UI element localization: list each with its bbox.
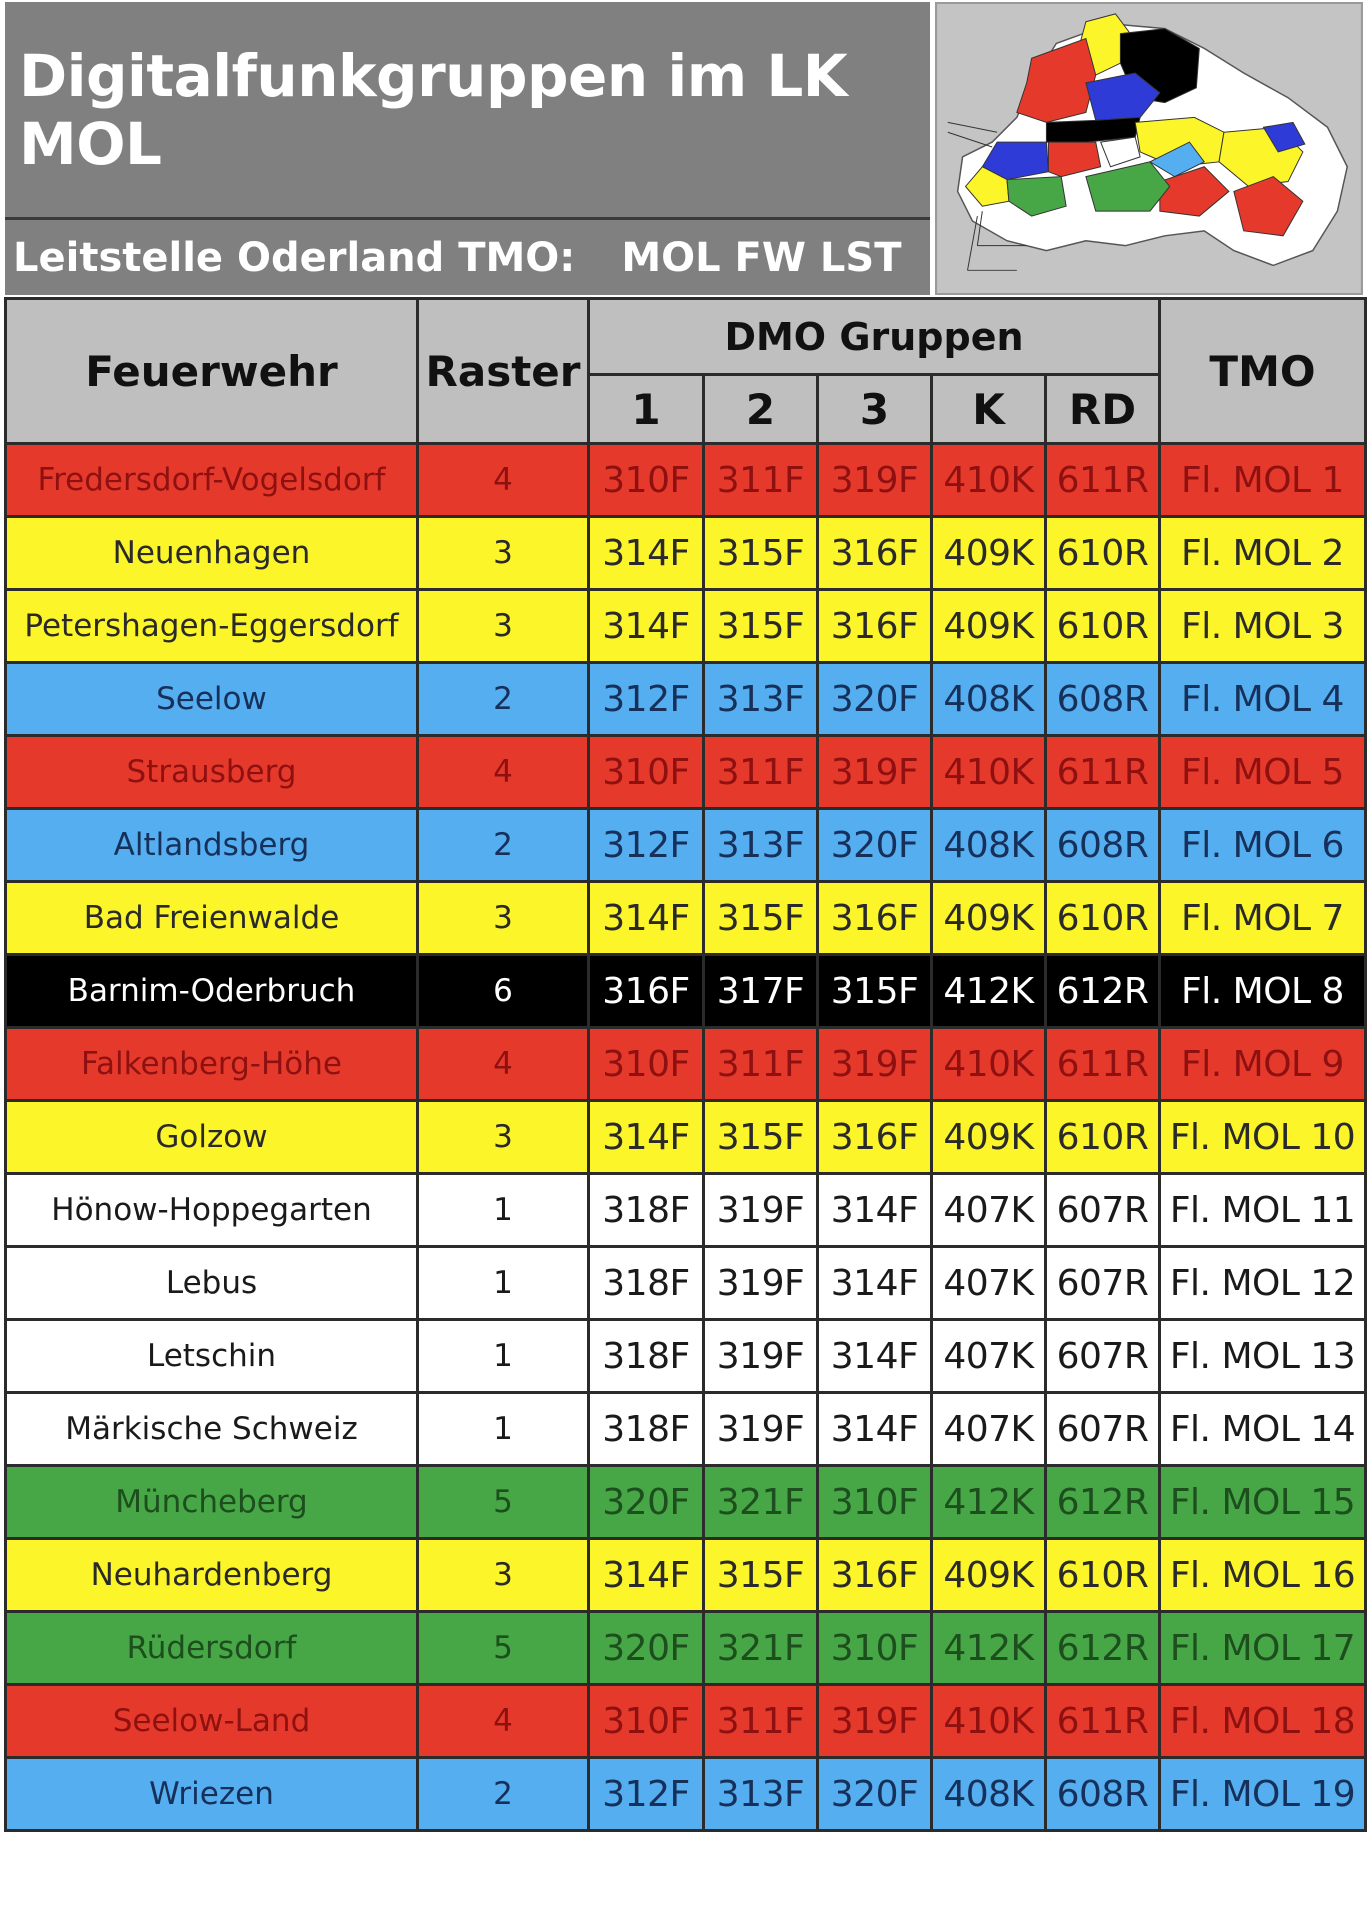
raster-cell: 6: [418, 955, 589, 1028]
feuerwehr-cell: Barnim-Oderbruch: [6, 955, 418, 1028]
group-k-cell: 409K: [932, 882, 1046, 955]
group-1-cell: 318F: [589, 1247, 704, 1320]
group-k-cell: 410K: [932, 444, 1046, 517]
table-row: [6, 517, 1366, 590]
group-rd-cell: 610R: [1046, 882, 1160, 955]
group-2-cell: 315F: [704, 1539, 818, 1612]
raster-cell: 3: [418, 882, 589, 955]
table-row: [6, 1028, 1366, 1101]
group-3-cell: 316F: [818, 1539, 932, 1612]
tmo-cell: Fl. MOL 14: [1160, 1393, 1366, 1466]
table-row: [6, 1466, 1366, 1539]
group-1-cell: 312F: [589, 663, 704, 736]
group-k-cell: 408K: [932, 663, 1046, 736]
table-row: [6, 736, 1366, 809]
table-row: [6, 1174, 1366, 1247]
group-k-cell: 410K: [932, 736, 1046, 809]
group-1-cell: 320F: [589, 1612, 704, 1685]
group-1-cell: 318F: [589, 1393, 704, 1466]
tmo-cell: Fl. MOL 13: [1160, 1320, 1366, 1393]
subtitle-banner: [5, 220, 930, 295]
group-3-cell: 320F: [818, 1758, 932, 1831]
group-k-cell: 408K: [932, 1758, 1046, 1831]
group-rd-cell: 608R: [1046, 663, 1160, 736]
table-header-row: [6, 299, 1366, 375]
column-header-raster: Raster: [418, 299, 589, 444]
group-2-cell: 315F: [704, 590, 818, 663]
table-row: [6, 882, 1366, 955]
group-1-cell: 314F: [589, 1539, 704, 1612]
table-row: [6, 1320, 1366, 1393]
group-3-cell: 314F: [818, 1174, 932, 1247]
feuerwehr-cell: Strausberg: [6, 736, 418, 809]
group-3-cell: 314F: [818, 1393, 932, 1466]
group-3-cell: 316F: [818, 882, 932, 955]
group-3-cell: 314F: [818, 1320, 932, 1393]
group-2-cell: 313F: [704, 809, 818, 882]
group-3-cell: 315F: [818, 955, 932, 1028]
group-rd-cell: 611R: [1046, 1028, 1160, 1101]
feuerwehr-cell: Neuenhagen: [6, 517, 418, 590]
feuerwehr-cell: Wriezen: [6, 1758, 418, 1831]
group-1-cell: 320F: [589, 1466, 704, 1539]
tmo-cell: Fl. MOL 19: [1160, 1758, 1366, 1831]
group-1-cell: 314F: [589, 590, 704, 663]
raster-cell: 3: [418, 1101, 589, 1174]
table-row: [6, 809, 1366, 882]
raster-cell: 5: [418, 1612, 589, 1685]
group-2-cell: 311F: [704, 1685, 818, 1758]
group-rd-cell: 611R: [1046, 444, 1160, 517]
column-header-group-1: 1: [589, 375, 704, 444]
group-k-cell: 407K: [932, 1393, 1046, 1466]
raster-cell: 1: [418, 1174, 589, 1247]
feuerwehr-cell: Seelow: [6, 663, 418, 736]
tmo-cell: Fl. MOL 15: [1160, 1466, 1366, 1539]
group-3-cell: 320F: [818, 809, 932, 882]
group-2-cell: 319F: [704, 1320, 818, 1393]
raster-cell: 3: [418, 517, 589, 590]
tmo-cell: Fl. MOL 7: [1160, 882, 1366, 955]
group-1-cell: 310F: [589, 1685, 704, 1758]
group-k-cell: 409K: [932, 517, 1046, 590]
tmo-cell: Fl. MOL 16: [1160, 1539, 1366, 1612]
group-3-cell: 320F: [818, 663, 932, 736]
tmo-cell: Fl. MOL 8: [1160, 955, 1366, 1028]
column-header-feuerwehr: Feuerwehr: [6, 299, 418, 444]
feuerwehr-cell: Golzow: [6, 1101, 418, 1174]
group-2-cell: 317F: [704, 955, 818, 1028]
table-row: [6, 955, 1366, 1028]
page-title: Digitalfunkgruppen im LK MOL: [19, 41, 848, 178]
table-row: [6, 663, 1366, 736]
group-3-cell: 316F: [818, 517, 932, 590]
table-row: [6, 1539, 1366, 1612]
group-rd-cell: 608R: [1046, 809, 1160, 882]
subtitle-label: Leitstelle Oderland TMO:: [13, 234, 576, 281]
tmo-cell: Fl. MOL 9: [1160, 1028, 1366, 1101]
tmo-cell: Fl. MOL 5: [1160, 736, 1366, 809]
tmo-cell: Fl. MOL 1: [1160, 444, 1366, 517]
district-map: [935, 2, 1363, 295]
group-rd-cell: 611R: [1046, 736, 1160, 809]
tmo-cell: Fl. MOL 11: [1160, 1174, 1366, 1247]
group-3-cell: 319F: [818, 1028, 932, 1101]
group-rd-cell: 610R: [1046, 1101, 1160, 1174]
table-row: [6, 1612, 1366, 1685]
tmo-cell: Fl. MOL 6: [1160, 809, 1366, 882]
group-rd-cell: 607R: [1046, 1320, 1160, 1393]
column-header-group-2: 2: [704, 375, 818, 444]
group-2-cell: 313F: [704, 663, 818, 736]
subtitle-value: MOL FW LST: [621, 234, 902, 281]
tmo-cell: Fl. MOL 2: [1160, 517, 1366, 590]
feuerwehr-cell: Lebus: [6, 1247, 418, 1320]
raster-cell: 5: [418, 1466, 589, 1539]
group-rd-cell: 607R: [1046, 1393, 1160, 1466]
group-1-cell: 318F: [589, 1174, 704, 1247]
raster-cell: 2: [418, 663, 589, 736]
tmo-cell: Fl. MOL 3: [1160, 590, 1366, 663]
table-row: [6, 590, 1366, 663]
group-rd-cell: 610R: [1046, 590, 1160, 663]
raster-cell: 1: [418, 1320, 589, 1393]
group-3-cell: 319F: [818, 444, 932, 517]
group-k-cell: 409K: [932, 590, 1046, 663]
tmo-cell: Fl. MOL 18: [1160, 1685, 1366, 1758]
feuerwehr-cell: Seelow-Land: [6, 1685, 418, 1758]
group-rd-cell: 610R: [1046, 1539, 1160, 1612]
group-rd-cell: 612R: [1046, 1466, 1160, 1539]
raster-cell: 3: [418, 1539, 589, 1612]
group-1-cell: 314F: [589, 1101, 704, 1174]
group-k-cell: 409K: [932, 1539, 1046, 1612]
group-1-cell: 310F: [589, 1028, 704, 1101]
group-2-cell: 311F: [704, 1028, 818, 1101]
column-header-group-k: K: [932, 375, 1046, 444]
column-header-group-3: 3: [818, 375, 932, 444]
feuerwehr-cell: Hönow-Hoppegarten: [6, 1174, 418, 1247]
group-rd-cell: 608R: [1046, 1758, 1160, 1831]
group-k-cell: 410K: [932, 1028, 1046, 1101]
feuerwehr-cell: Märkische Schweiz: [6, 1393, 418, 1466]
feuerwehr-cell: Falkenberg-Höhe: [6, 1028, 418, 1101]
group-k-cell: 407K: [932, 1174, 1046, 1247]
group-k-cell: 409K: [932, 1101, 1046, 1174]
group-k-cell: 412K: [932, 1466, 1046, 1539]
feuerwehr-cell: Neuhardenberg: [6, 1539, 418, 1612]
group-k-cell: 412K: [932, 955, 1046, 1028]
group-1-cell: 310F: [589, 444, 704, 517]
group-k-cell: 407K: [932, 1320, 1046, 1393]
group-2-cell: 319F: [704, 1247, 818, 1320]
tmo-cell: Fl. MOL 10: [1160, 1101, 1366, 1174]
district-map-image: [937, 4, 1361, 293]
group-k-cell: 412K: [932, 1612, 1046, 1685]
raster-cell: 2: [418, 809, 589, 882]
group-3-cell: 310F: [818, 1466, 932, 1539]
group-3-cell: 316F: [818, 590, 932, 663]
feuerwehr-cell: Fredersdorf-Vogelsdorf: [6, 444, 418, 517]
table-row: [6, 1393, 1366, 1466]
group-rd-cell: 612R: [1046, 1612, 1160, 1685]
group-rd-cell: 610R: [1046, 517, 1160, 590]
raster-cell: 4: [418, 1028, 589, 1101]
feuerwehr-cell: Bad Freienwalde: [6, 882, 418, 955]
header: [0, 0, 1368, 298]
group-rd-cell: 607R: [1046, 1247, 1160, 1320]
group-2-cell: 319F: [704, 1174, 818, 1247]
group-2-cell: 321F: [704, 1612, 818, 1685]
group-2-cell: 319F: [704, 1393, 818, 1466]
table-row: [6, 1247, 1366, 1320]
group-3-cell: 316F: [818, 1101, 932, 1174]
group-rd-cell: 607R: [1046, 1174, 1160, 1247]
raster-cell: 4: [418, 736, 589, 809]
group-1-cell: 316F: [589, 955, 704, 1028]
group-2-cell: 313F: [704, 1758, 818, 1831]
column-header-group-rd: RD: [1046, 375, 1160, 444]
group-3-cell: 310F: [818, 1612, 932, 1685]
group-2-cell: 311F: [704, 444, 818, 517]
group-1-cell: 314F: [589, 882, 704, 955]
column-header-tmo: TMO: [1160, 299, 1366, 444]
tmo-cell: Fl. MOL 17: [1160, 1612, 1366, 1685]
feuerwehr-cell: Müncheberg: [6, 1466, 418, 1539]
group-k-cell: 410K: [932, 1685, 1046, 1758]
table-row: [6, 1101, 1366, 1174]
title-banner: [5, 2, 930, 220]
group-3-cell: 319F: [818, 1685, 932, 1758]
group-1-cell: 312F: [589, 809, 704, 882]
radio-groups-table: [4, 297, 1367, 1832]
table-row: [6, 1758, 1366, 1831]
group-3-cell: 319F: [818, 736, 932, 809]
raster-cell: 1: [418, 1247, 589, 1320]
feuerwehr-cell: Petershagen-Eggersdorf: [6, 590, 418, 663]
group-2-cell: 321F: [704, 1466, 818, 1539]
group-rd-cell: 611R: [1046, 1685, 1160, 1758]
feuerwehr-cell: Letschin: [6, 1320, 418, 1393]
table-row: [6, 1685, 1366, 1758]
group-1-cell: 314F: [589, 517, 704, 590]
raster-cell: 3: [418, 590, 589, 663]
group-1-cell: 318F: [589, 1320, 704, 1393]
raster-cell: 4: [418, 1685, 589, 1758]
group-3-cell: 314F: [818, 1247, 932, 1320]
table-body: [6, 444, 1366, 1831]
group-2-cell: 311F: [704, 736, 818, 809]
raster-cell: 1: [418, 1393, 589, 1466]
group-k-cell: 408K: [932, 809, 1046, 882]
group-2-cell: 315F: [704, 1101, 818, 1174]
raster-cell: 4: [418, 444, 589, 517]
group-1-cell: 310F: [589, 736, 704, 809]
raster-cell: 2: [418, 1758, 589, 1831]
group-rd-cell: 612R: [1046, 955, 1160, 1028]
tmo-cell: Fl. MOL 4: [1160, 663, 1366, 736]
feuerwehr-cell: Rüdersdorf: [6, 1612, 418, 1685]
table-row: [6, 444, 1366, 517]
feuerwehr-cell: Altlandsberg: [6, 809, 418, 882]
group-1-cell: 312F: [589, 1758, 704, 1831]
group-k-cell: 407K: [932, 1247, 1046, 1320]
tmo-cell: Fl. MOL 12: [1160, 1247, 1366, 1320]
group-2-cell: 315F: [704, 882, 818, 955]
column-header-dmo-gruppen: DMO Gruppen: [589, 299, 1160, 375]
group-2-cell: 315F: [704, 517, 818, 590]
